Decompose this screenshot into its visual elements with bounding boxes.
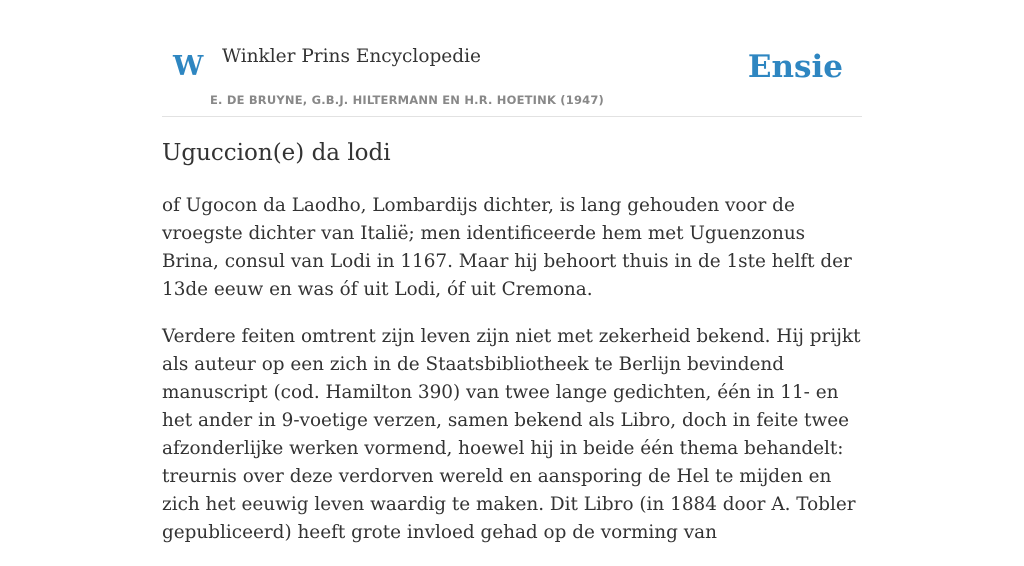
- ensie-brand-logo[interactable]: Ensie: [747, 49, 843, 85]
- article-title: Uguccion(e) da lodi: [162, 140, 391, 166]
- article-paragraph: of Ugocon da Laodho, Lombardijs dichter, is lang gehouden voor de vroegste dichter van Italië; men identificeerde hem met Uguenzonus Brina, consul van Lodi in 1167. Maar hij behoort thuis in de 1ste helft der 13de eeuw en was óf uit Lodi, óf uit Cremona.: [162, 195, 852, 300]
- source-title[interactable]: Winkler Prins Encyclopedie: [222, 46, 481, 67]
- article-body: [162, 192, 862, 566]
- source-authors: E. DE BRUYNE, G.B.J. HILTERMANN EN H.R. HOETINK (1947): [210, 93, 605, 107]
- winkler-prins-logo-icon[interactable]: W: [173, 51, 204, 82]
- article-paragraph: Verdere feiten omtrent zijn leven zijn niet met zekerheid bekend. Hij prijkt als auteur op een zich in de Staatsbibliotheek te Berlijn bevindend manuscript (cod. Hamilton 390) van twee lange gedichten, één in 11- en het ander in 9-voetige verzen, samen bekend als Libro, doch in feite twee afzonderlijke werken vormend, hoewel hij in beide één thema behandelt: treurnis over deze verdorven wereld en aansporing de Hel te mijden en zich het eeuwig leven waardig te maken. Dit Libro (in 1884 door A. Tobler gepubliceerd) heeft grote invloed gehad op de vorming van: [162, 326, 861, 543]
- source-header: [162, 0, 862, 117]
